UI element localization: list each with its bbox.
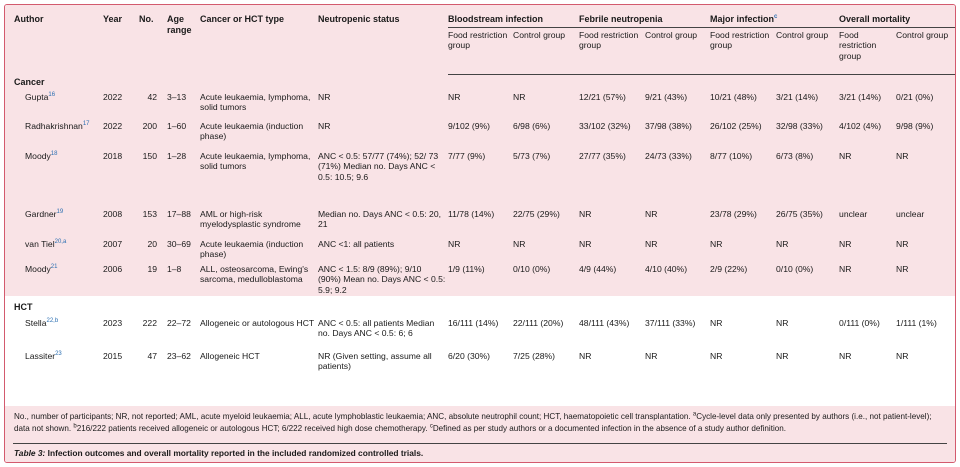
author-name: Moody [25,150,51,161]
author-cell [5,205,103,235]
sub-food: Food restriction group [839,27,896,74]
year-cell: 2006 [103,263,123,274]
footnote-main: No., number of participants; NR, not reported; AML, acute myeloid leukaemia; ALL, acute lymphoblastic leukaemia; ANC, absolute neutrophil count; HCT, haematopoietic cell transplantation. [14,412,691,421]
age-cell: 1–28 [167,150,187,161]
outcome-cell: 9/102 (9%) [448,120,491,131]
participants-cell: 19 [147,263,157,274]
outcome-cell: unclear [839,208,868,219]
outcome-cell: 37/111 (33%) [645,317,696,328]
neutropenic-cell: NR [318,120,331,131]
outcome-cell: NR [645,350,658,361]
age-cell: 30–69 [167,238,191,249]
author-name: Radhakrishnan [25,120,83,131]
sub-food: Food restriction group [448,27,513,74]
outcome-cell: NR [710,350,723,361]
reference-link[interactable]: 18 [50,150,58,157]
outcome-cell: NR [839,350,852,361]
outcome-cell: 0/10 (0%) [513,263,551,274]
footnote-marker: a [692,411,697,418]
outcome-cell: 4/102 (4%) [839,120,882,131]
outcome-cell: NR [579,350,592,361]
type-cell: Allogeneic or autologous HCT [200,317,315,328]
reference-link[interactable]: 17 [82,120,90,127]
author-cell [5,117,103,147]
outcome-cell: NR [776,350,789,361]
type-cell: Allogeneic HCT [200,350,260,361]
outcome-cell: NR [513,238,526,249]
col-age: Age range [167,14,192,35]
age-cell: 23–62 [167,350,191,361]
table-row [5,117,955,147]
major-label: Major infection [710,14,775,24]
neutropenic-cell: ANC < 1.5: 8/9 (89%); 9/10 (90%) Mean no. Days ANC < 0.5: 5.9; 9.2 [318,263,446,295]
neutropenic-cell: ANC < 0.5: all patients Median no. Days ANC < 0.5: 6; 6 [318,317,435,339]
outcome-cell: NR [896,263,909,274]
table-footer [5,406,955,462]
col-group-major [710,5,839,27]
footnote-c: Defined as per study authors or a documented infection in the absence of a study author definition. [432,424,787,433]
outcome-cell: NR [579,238,592,249]
caption-divider [13,443,947,444]
section-label-cancer: Cancer [14,76,45,87]
age-cell: 17–88 [167,208,191,219]
col-no: No. [139,14,154,24]
outcome-cell: 0/21 (0%) [896,91,934,102]
col-year: Year [103,14,123,24]
col-group-febrile: Febrile neutropenia [579,5,710,27]
author-cell [5,147,103,205]
author-name: Gupta [25,91,49,102]
reference-link[interactable]: 23 [55,350,62,357]
footnote-marker: b [73,423,77,430]
reference-link[interactable]: 20,a [54,238,67,245]
table-caption [14,447,423,459]
participants-cell: 47 [147,350,157,361]
footnotes [5,406,955,435]
neutropenic-cell: NR (Given setting, assume all patients) [318,350,432,372]
col-group-bloodstream: Bloodstream infection [448,5,579,27]
outcome-cell: 7/77 (9%) [448,150,486,161]
outcome-cell: 12/21 (57%) [579,91,626,102]
results-table [5,5,955,377]
outcome-cell: 6/73 (8%) [776,150,814,161]
outcome-cell: 22/111 (20%) [513,317,564,328]
outcome-cell: 9/98 (9%) [896,120,934,131]
outcome-cell: 26/102 (25%) [710,120,762,131]
reference-link[interactable]: 16 [48,91,56,98]
outcome-cell: NR [896,150,909,161]
participants-cell: 42 [147,91,157,102]
outcome-cell: 11/78 (14%) [448,208,495,219]
footnote-a: Cycle-level data only presented by authors (i.e., not patient-level); data not shown. [14,412,932,433]
outcome-cell: NR [896,238,909,249]
author-cell [5,347,103,377]
outcome-cell: 24/73 (33%) [645,150,692,161]
age-cell: 1–8 [167,263,182,274]
col-group-mortality: Overall mortality [839,5,955,27]
reference-link[interactable]: 22,b [46,317,59,324]
year-cell: 2008 [103,208,123,219]
participants-cell: 20 [147,238,157,249]
outcome-cell: 4/9 (44%) [579,263,617,274]
author-cell [5,235,103,260]
outcome-cell: 3/21 (14%) [776,91,819,102]
outcome-cell: NR [513,91,526,102]
outcome-cell: NR [776,238,789,249]
table-row [5,88,955,117]
hct-section [5,296,955,377]
outcome-cell: NR [776,317,789,328]
table-row [5,235,955,260]
author-name: Stella [25,317,47,328]
reference-link[interactable]: 21 [50,263,58,270]
participants-cell: 200 [142,120,157,131]
year-cell: 2022 [103,120,123,131]
col-cancer-type: Cancer or HCT type [200,14,285,24]
outcome-cell: 27/77 (35%) [579,150,626,161]
outcome-cell: NR [448,91,461,102]
outcome-cell: NR [579,208,592,219]
cancer-section [5,74,955,296]
sub-control: Control group [776,27,839,74]
outcome-cell: 23/78 (29%) [710,208,757,219]
outcome-cell: 26/75 (35%) [776,208,823,219]
author-name: Gardner [25,208,57,219]
outcome-cell: NR [839,263,852,274]
outcome-cell: 0/111 (0%) [839,317,880,328]
outcome-cell: 4/10 (40%) [645,263,688,274]
sub-control: Control group [896,27,955,74]
participants-cell: 150 [142,150,157,161]
outcome-cell: 22/75 (29%) [513,208,560,219]
sub-control: Control group [645,27,710,74]
footnote-marker: c [774,14,778,20]
outcome-cell: 8/77 (10%) [710,150,753,161]
outcome-cell: unclear [896,208,925,219]
reference-link[interactable]: 19 [56,208,64,215]
outcome-cell: 7/25 (28%) [513,350,556,361]
outcome-cell: 9/21 (43%) [645,91,688,102]
outcome-cell: 5/73 (7%) [513,150,551,161]
section-row-hct [5,296,955,314]
table-number: Table 3: [14,448,46,458]
participants-cell: 153 [142,208,157,219]
outcome-cell: 2/9 (22%) [710,263,748,274]
outcome-cell: NR [839,150,852,161]
type-cell: Acute leukaemia (induction phase) [200,238,304,260]
age-cell: 3–13 [167,91,187,102]
sub-food: Food restriction group [579,27,645,74]
sub-control: Control group [513,27,579,74]
type-cell: AML or high-risk myelodysplastic syndrome [200,208,301,230]
outcome-cell: 3/21 (14%) [839,91,882,102]
author-name: Moody [25,263,51,274]
year-cell: 2022 [103,91,123,102]
section-label-hct: HCT [14,301,33,312]
outcome-cell: NR [710,317,723,328]
table-row [5,260,955,296]
outcome-cell: NR [839,238,852,249]
type-cell: Acute leukaemia, lymphoma, solid tumors [200,150,311,172]
sub-food: Food restriction group [710,27,776,74]
outcome-cell: NR [896,350,909,361]
footnote-marker: c [429,423,433,430]
age-cell: 1–60 [167,120,187,131]
type-cell: Acute leukaemia (induction phase) [200,120,304,142]
outcome-cell: 6/20 (30%) [448,350,491,361]
table-row [5,347,955,377]
caption-text: Infection outcomes and overall mortality reported in the included randomized controlled trials. [47,448,424,458]
outcome-cell: 6/98 (6%) [513,120,551,131]
author-cell [5,314,103,347]
participants-cell: 222 [142,317,157,328]
outcome-cell: NR [710,238,723,249]
year-cell: 2007 [103,238,123,249]
year-cell: 2023 [103,317,123,328]
age-cell: 22–72 [167,317,191,328]
header-row [5,5,955,27]
table-row [5,314,955,347]
section-row-cancer [5,74,955,88]
outcome-cell: 33/102 (32%) [579,120,631,131]
footnote-b: 216/222 patients received allogeneic or autologous HCT; 6/222 received high dose chemotherapy. [76,424,428,433]
outcome-cell: 1/111 (1%) [896,317,937,328]
outcome-cell: NR [645,208,658,219]
neutropenic-cell: ANC < 0.5: 57/77 (74%); 52/ 73 (71%) Median no. Days ANC < 0.5: 10.5; 9.6 [318,150,439,182]
neutropenic-cell: NR [318,91,331,102]
outcome-cell: 1/9 (11%) [448,263,485,274]
outcome-cell: 37/98 (38%) [645,120,692,131]
outcome-cell: 10/21 (48%) [710,91,757,102]
outcome-cell: NR [645,238,658,249]
table-panel [4,4,956,463]
author-name: Lassiter [25,350,56,361]
type-cell: Acute leukaemia, lymphoma, solid tumors [200,91,311,113]
author-cell [5,88,103,117]
col-neutropenic: Neutropenic status [318,14,400,24]
year-cell: 2015 [103,350,123,361]
outcome-cell: 16/111 (14%) [448,317,499,328]
outcome-cell: 32/98 (33%) [776,120,823,131]
author-cell [5,260,103,296]
table-row [5,147,955,205]
type-cell: ALL, osteosarcoma, Ewing's sarcoma, medulloblastoma [200,263,309,285]
outcome-cell: NR [448,238,461,249]
neutropenic-cell: ANC <1: all patients [318,238,395,249]
neutropenic-cell: Median no. Days ANC < 0.5: 20, 21 [318,208,442,230]
table-row [5,205,955,235]
outcome-cell: 0/10 (0%) [776,263,814,274]
author-name: van Tiel [25,238,55,249]
outcome-cell: 48/111 (43%) [579,317,630,328]
year-cell: 2018 [103,150,123,161]
col-author: Author [14,14,44,24]
